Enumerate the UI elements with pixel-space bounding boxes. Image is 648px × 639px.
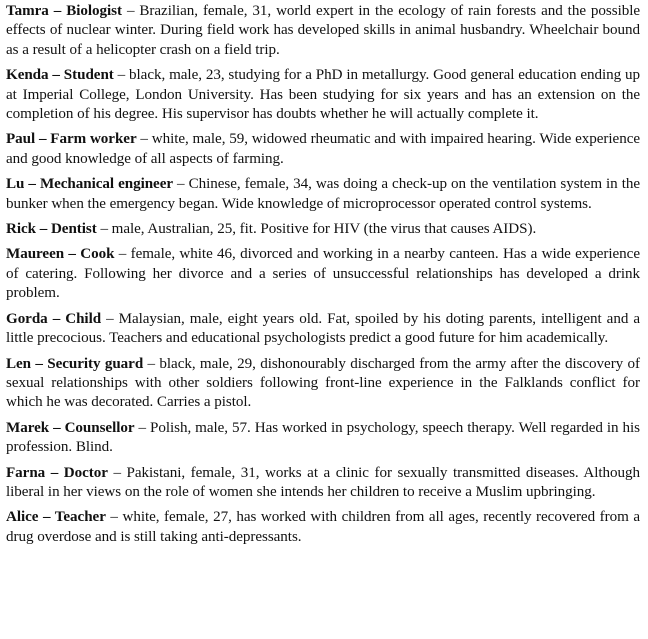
entry-role: Cook	[80, 246, 115, 263]
entry-description: Pakistani, female, 31, works at a clinic for sexually transmitted diseases. Although liberal in her views on the role of women she intends her children to receive a Muslim upbringing.	[6, 464, 640, 500]
entry-role: Counsellor	[64, 419, 135, 436]
entry-alice: Alice – Teacher – white, female, 27, has worked with children from all ages, recently recovered from a drug overdose and is still taking anti-depressants.	[6, 509, 640, 545]
entry-paul: Paul – Farm worker – white, male, 59, widowed rheumatic and with impaired hearing. Wide experience and good knowledge of all aspects of farming.	[6, 131, 640, 167]
entry-len: Len – Security guard – black, male, 29, dishonourably discharged from the army after the discovery of sexual relationships with other soldiers following front-line experience in the Falklands conflict for which he was decorated. Carries a pistol.	[6, 355, 641, 411]
entry-role: Farm worker	[50, 131, 137, 148]
entry-rick: Rick – Dentist – male, Australian, 25, fit. Positive for HIV (the virus that causes AIDS).	[6, 221, 537, 238]
entry-role: Security guard	[47, 355, 144, 372]
entry-role: Dentist	[50, 221, 97, 238]
entry-name: Alice	[6, 509, 39, 526]
entry-description: Malaysian, male, eight years old. Fat, spoiled by his doting parents, intelligent and a little precocious. Teachers and educational psychologists predict a good future for him academically.	[6, 310, 640, 347]
entry-description: Polish, male, 57. Has worked in psychology, speech therapy. Well regarded in his profession. Blind.	[6, 419, 640, 456]
entry-name: Rick	[6, 221, 36, 238]
entry-marek: Marek – Counsellor – Polish, male, 57. Has worked in psychology, speech therapy. Well regarded in his profession. Blind.	[6, 419, 640, 456]
entry-description: black, male, 23, studying for a PhD in metallurgy. Good general education ending up at Imperial College, London University. Has been studying for six years and has an extension on the completion of his degree. His supervisor has doubts whether he will actually complete it.	[6, 67, 640, 123]
entry-kenda: Kenda – Student – black, male, 23, studying for a PhD in metallurgy. Good general education ending up at Imperial College, London University. Has been studying for six years and has an extension on the completion of his degree. His supervisor has doubts whether he will actually complete it.	[6, 67, 640, 123]
entry-role: Doctor	[63, 464, 108, 481]
entry-name: Tamra	[6, 3, 49, 19]
entry-description: male, Australian, 25, fit. Positive for HIV (the virus that causes AIDS).	[111, 221, 537, 238]
entry-description: Chinese, female, 34, was doing a check-up on the ventilation system in the bunker when the emergency began. Wide knowledge of microprocessor operated control systems.	[6, 176, 640, 212]
entry-name: Marek	[6, 419, 50, 436]
entry-role: Teacher	[54, 509, 106, 526]
entry-role: Student	[63, 67, 114, 84]
entry-description: white, male, 59, widowed rheumatic and with impaired hearing. Wide experience and good knowledge of all aspects of farming.	[6, 131, 640, 167]
entry-lu: Lu – Mechanical engineer – Chinese, female, 34, was doing a check-up on the ventilation system in the bunker when the emergency began. Wide knowledge of microprocessor operated control systems.	[6, 176, 640, 212]
entry-maureen: Maureen – Cook – female, white 46, divorced and working in a nearby canteen. Has a wide experience of catering. Following her divorce and a series of unsuccessful relationships has developed a drink problem.	[6, 246, 640, 302]
entry-role: Biologist	[66, 3, 122, 19]
entry-description: Brazilian, female, 31, world expert in the ecology of rain forests and the possible effects of nuclear winter. During field work has developed skills in animal husbandry. Wheelchair bound as a result of a helicopter crash on a field trip.	[6, 3, 640, 58]
entry-name: Maureen	[6, 246, 65, 263]
entry-name: Lu	[6, 176, 25, 193]
entry-description: white, female, 27, has worked with children from all ages, recently recovered from a drug overdose and is still taking anti-depressants.	[6, 509, 640, 545]
entry-description: female, white 46, divorced and working in a nearby canteen. Has a wide experience of catering. Following her divorce and a series of unsuccessful relationships has developed a drink problem.	[6, 246, 640, 302]
entry-role: Child	[65, 310, 102, 327]
entry-name: Len	[6, 355, 32, 372]
entry-name: Gorda	[6, 310, 48, 327]
entry-description: black, male, 29, dishonourably discharged from the army after the discovery of sexual relationships with other soldiers following front-line experience in the Falklands conflict for which he was decorated. Carries a pistol.	[6, 355, 641, 411]
entry-gorda: Gorda – Child – Malaysian, male, eight years old. Fat, spoiled by his doting parents, intelligent and a little precocious. Teachers and educational psychologists predict a good future for him academically.	[6, 310, 640, 347]
entry-farna: Farna – Doctor – Pakistani, female, 31, works at a clinic for sexually transmitted diseases. Although liberal in her views on the role of women she intends her children to receive a Muslim upbringing.	[6, 464, 640, 500]
entry-name: Farna	[6, 464, 46, 481]
entry-tamra: Tamra – Biologist – Brazilian, female, 31, world expert in the ecology of rain forests and the possible effects of nuclear winter. During field work has developed skills in animal husbandry. Wheelchair bound as a result of a helicopter crash on a field trip.	[6, 3, 640, 58]
entry-name: Kenda	[6, 67, 49, 84]
entry-role: Mechanical engineer	[39, 176, 174, 193]
entry-name: Paul	[6, 131, 36, 148]
